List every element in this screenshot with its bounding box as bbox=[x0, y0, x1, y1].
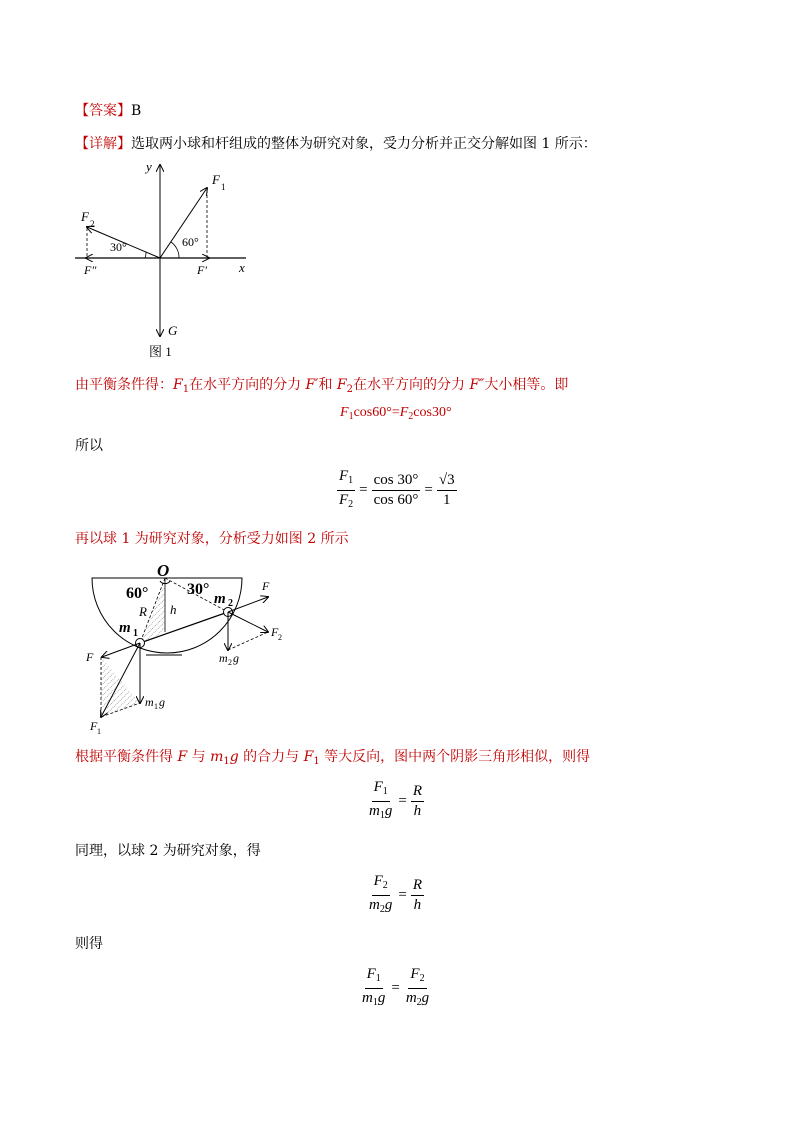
var: g bbox=[384, 803, 393, 819]
label-60: 60° bbox=[182, 235, 199, 249]
label-fdoubleprime: F″ bbox=[84, 263, 97, 277]
var-f2: F bbox=[336, 377, 347, 393]
label-f2-fig2: F bbox=[271, 625, 279, 639]
answer-line bbox=[75, 100, 141, 120]
sub: 1 bbox=[372, 997, 378, 1008]
numerator: cos 30° bbox=[372, 472, 421, 491]
label-30-fig2: 30° bbox=[187, 581, 210, 598]
denominator: 1 bbox=[442, 492, 451, 508]
var-fdoubleprime: F″ bbox=[469, 377, 485, 393]
label-m1-sub: 1 bbox=[133, 628, 138, 639]
figure-2 bbox=[70, 555, 300, 740]
text-seg: 和 bbox=[318, 377, 337, 393]
var: F bbox=[373, 779, 383, 795]
balance-text-1 bbox=[75, 374, 568, 395]
shaded-triangle-bottom bbox=[101, 657, 140, 717]
equation-1 bbox=[340, 405, 452, 422]
label-f2: F bbox=[81, 209, 89, 224]
var: g bbox=[421, 990, 430, 1006]
detail-text: 选取两小球和杆组成的整体为研究对象，受力分析并正交分解如图 1 所示： bbox=[131, 136, 597, 152]
sub: 2 bbox=[419, 973, 425, 984]
sub: 1 bbox=[348, 411, 354, 422]
var-m: m bbox=[210, 749, 224, 765]
label-m2g-sub: 2 bbox=[228, 658, 232, 667]
label-m1: m bbox=[119, 620, 131, 636]
sub: 1 bbox=[382, 786, 388, 797]
sub: 1 bbox=[348, 475, 354, 486]
var: F bbox=[339, 492, 349, 508]
f-right-arrow bbox=[228, 597, 268, 612]
var: F bbox=[399, 405, 409, 420]
text-seg: 由平衡条件得： bbox=[75, 377, 173, 393]
ball1-text: 再以球 1 为研究对象，分析受力如图 2 所示 bbox=[75, 531, 349, 547]
sub: 2 bbox=[408, 411, 414, 422]
sub: 1 bbox=[379, 810, 385, 821]
fraction bbox=[437, 472, 457, 509]
var-f1: F bbox=[173, 377, 183, 393]
equation-2: $\frac{F_1}{F_2}$ = $\frac{\cos 30^\circ}{\cos 60^\circ}$ = $\frac{√3}{1}$ bbox=[335, 468, 459, 513]
var: F bbox=[339, 468, 349, 484]
var-f1: F bbox=[303, 749, 314, 765]
label-f1-fig2-sub: 1 bbox=[97, 727, 101, 736]
sub: 1 bbox=[313, 756, 320, 767]
equation-3: $\frac{F_1}{m_1g}$ = $\frac{R}{h}$ bbox=[365, 779, 426, 824]
numerator: R bbox=[411, 783, 424, 802]
sub: 2 bbox=[416, 997, 422, 1008]
denominator: h bbox=[413, 897, 422, 913]
fraction bbox=[404, 966, 431, 1011]
numerator: R bbox=[411, 877, 424, 896]
so-text: 所以 bbox=[75, 438, 103, 454]
figure-1 bbox=[70, 155, 270, 365]
label-r: R bbox=[139, 604, 147, 619]
label-f2-sub: 2 bbox=[90, 219, 95, 229]
text-seg: cos30° bbox=[413, 405, 452, 420]
fraction bbox=[367, 873, 394, 918]
numerator: √3 bbox=[437, 472, 457, 491]
sub: 2 bbox=[346, 384, 353, 395]
f2-arrow-fig2 bbox=[228, 612, 268, 632]
var-f: F bbox=[177, 749, 188, 765]
var: F bbox=[340, 405, 349, 420]
sub: 2 bbox=[379, 904, 385, 915]
denominator: h bbox=[413, 803, 422, 819]
fraction bbox=[360, 966, 387, 1011]
label-h: h bbox=[170, 602, 177, 617]
var: m bbox=[405, 990, 417, 1006]
arc-60 bbox=[171, 242, 179, 258]
label-f1-fig2: F bbox=[90, 719, 98, 733]
fraction bbox=[411, 877, 424, 914]
label-x: x bbox=[239, 260, 245, 275]
sub: 1 bbox=[182, 384, 190, 395]
label-y: y bbox=[146, 159, 152, 174]
then-text: 则得 bbox=[75, 936, 103, 952]
var-fprime: F′ bbox=[305, 377, 319, 393]
equation-5: $\frac{F_1}{m_1g}$ = $\frac{F_2}{m_2g}$ bbox=[358, 966, 433, 1011]
arc-30 bbox=[145, 252, 146, 258]
label-m2g-g: g bbox=[233, 651, 239, 665]
text-seg: 与 bbox=[187, 749, 211, 765]
text-seg: 的合力与 bbox=[238, 749, 304, 765]
sub: 2 bbox=[348, 499, 354, 510]
label-f1-sub: 1 bbox=[221, 182, 226, 192]
var: F bbox=[366, 966, 376, 982]
label-m2: m bbox=[214, 591, 226, 607]
label-m1g: m bbox=[145, 695, 154, 709]
detail-line bbox=[75, 133, 597, 153]
var: m bbox=[369, 803, 380, 819]
fraction bbox=[367, 779, 394, 824]
var: g bbox=[377, 990, 386, 1006]
label-30: 30° bbox=[110, 240, 127, 254]
text-seg: cos60°= bbox=[353, 405, 400, 420]
answer-label: 【答案】 bbox=[75, 103, 131, 119]
fraction bbox=[411, 783, 424, 820]
label-f-right: F bbox=[262, 579, 270, 593]
dashed-right bbox=[228, 632, 268, 650]
label-f1: F bbox=[212, 172, 220, 187]
fraction bbox=[372, 472, 421, 509]
answer-value: B bbox=[131, 103, 142, 119]
text-seg: 等大反向，图中两个阴影三角形相似，则得 bbox=[319, 749, 591, 765]
var: F bbox=[410, 966, 420, 982]
label-fprime: F′ bbox=[197, 263, 207, 277]
sub: 1 bbox=[223, 756, 230, 767]
text-seg: 在水平方向的分力 bbox=[353, 377, 470, 393]
label-o: O bbox=[157, 561, 170, 580]
text-seg: 大小相等。即 bbox=[484, 377, 569, 393]
detail-label: 【详解】 bbox=[75, 136, 131, 152]
var: m bbox=[369, 897, 380, 913]
var-g: g bbox=[229, 749, 239, 765]
label-f-left: F bbox=[86, 650, 94, 664]
var: F bbox=[373, 873, 383, 889]
var: g bbox=[384, 897, 393, 913]
fraction bbox=[337, 468, 355, 513]
f-left-arrow bbox=[102, 643, 140, 657]
text-seg: 在水平方向的分力 bbox=[189, 377, 306, 393]
label-m2g: m bbox=[219, 651, 228, 665]
sub: 1 bbox=[375, 973, 381, 984]
label-f2-fig2-sub: 2 bbox=[278, 633, 282, 642]
sub: 2 bbox=[382, 880, 388, 891]
likewise-text: 同理，以球 2 为研究对象，得 bbox=[75, 843, 261, 859]
label-60-fig2: 60° bbox=[126, 585, 149, 602]
balance-text-2 bbox=[75, 746, 590, 767]
label-g: G bbox=[168, 323, 178, 338]
equation-4: $\frac{F_2}{m_2g}$ = $\frac{R}{h}$ bbox=[365, 873, 426, 918]
figure-1-caption: 图 1 bbox=[149, 344, 172, 359]
label-m1g-g: g bbox=[159, 695, 165, 709]
label-m1g-sub: 1 bbox=[154, 702, 158, 711]
text-seg: 根据平衡条件得 bbox=[75, 749, 178, 765]
denominator: cos 60° bbox=[373, 492, 419, 508]
var: m bbox=[362, 990, 373, 1006]
label-m2-sub: 2 bbox=[228, 598, 233, 609]
